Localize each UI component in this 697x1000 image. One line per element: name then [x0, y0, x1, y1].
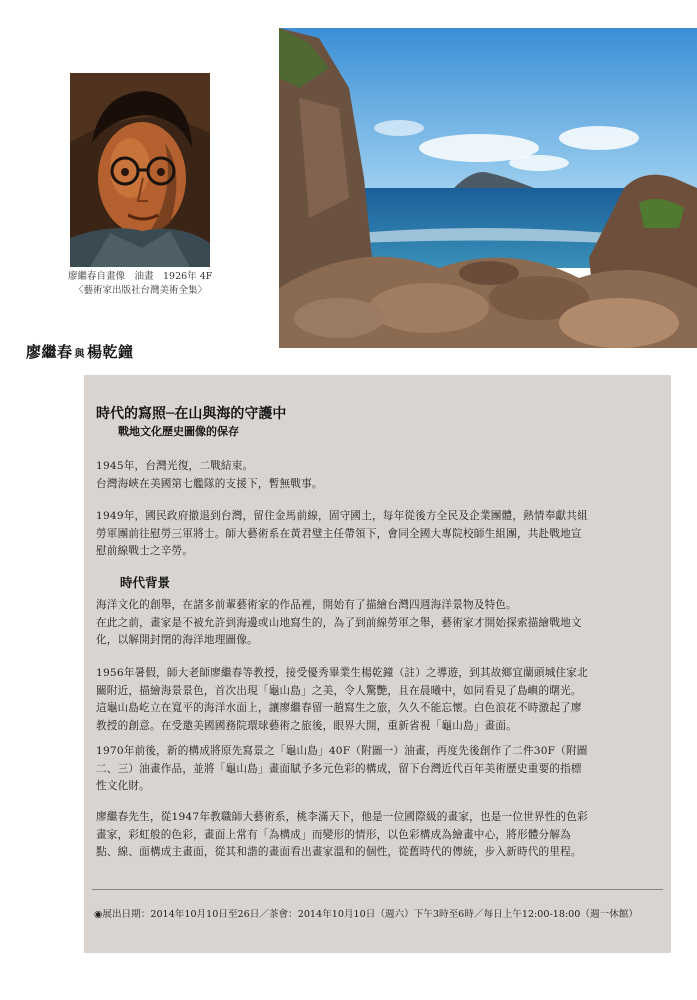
text-line: 在此之前，畫家是不被允許到海邊或山地寫生的，為了到前線勞軍之舉，藝術家才開始探索描繪戰地文 — [96, 616, 582, 629]
intro-paragraph-1945 — [96, 458, 659, 493]
artist-names-heading — [26, 341, 134, 362]
conjunction: 與 — [74, 349, 86, 360]
text-line: 慰前線戰士之辛勞。 — [96, 545, 194, 557]
text-line: 台灣海峽在美國第七艦隊的支援下，暫無戰事。 — [96, 477, 323, 490]
body-paragraph-liao — [96, 809, 659, 862]
footer-divider — [92, 889, 663, 890]
text-line: 教授的創意。在受邀美國國務院環球藝術之旅後，眼界大開，重新省視「龜山島」畫面。 — [96, 719, 517, 732]
body-paragraph-1956 — [96, 665, 659, 735]
exhibition-info: ◉展出日期：2014年10月10日至26日／茶會：2014年10月10日（週六）下午3時至6時／每日上午12:00-18:00（週一休館） — [94, 909, 638, 920]
article-title: 時代的寫照─在山與海的守護中 — [96, 406, 287, 422]
body-paragraph-ocean — [96, 597, 659, 650]
seascape-photo — [279, 28, 697, 348]
artist-name-2: 楊乾鐘 — [87, 343, 134, 361]
text-line: 1949年，國民政府撤退到台灣，留住金馬前線，固守國土，每年從後方全民及企業團體，熱情奉獻共組 — [96, 510, 588, 522]
article-panel — [84, 375, 671, 953]
text-line: 1956年暑假，師大老師廖繼春等教授，接受優秀畢業生楊乾鐘（註）之導遊，到其故鄉宜蘭頭城住家北 — [96, 667, 588, 679]
body-paragraph-1970 — [96, 743, 659, 796]
text-line: 點、線、面構成主畫面，從其和諧的畫面看出畫家溫和的個性，從舊時代的傳統，步入新時代的里程。 — [96, 846, 582, 858]
text-line: 這龜山島屹立在寬平的海洋水面上，讓廖繼春留一趟寫生之旅，久久不能忘懷。白色浪花不時激起了廖 — [96, 702, 582, 714]
portrait-caption — [68, 270, 238, 298]
text-line: 勞軍團前往慰勞三軍將士。師大藝術系在黃君璧主任帶領下，會同全國大專院校師生組團，共赴戰地宣 — [96, 527, 582, 540]
intro-paragraph-1949 — [96, 508, 659, 561]
seascape-image — [279, 28, 697, 348]
portrait-caption-title: 廖繼春自畫像 油畫 1926年 4F — [68, 271, 213, 282]
text-line: 二、三）油畫作品，並將「龜山島」畫面賦予多元色彩的構成，留下台灣近代百年美術歷史重要的指標 — [96, 762, 582, 775]
section-heading-background: 時代背景 — [120, 575, 171, 590]
text-line: 1945年，台灣光復，二戰結束。 — [96, 460, 254, 472]
artist-name-1: 廖繼春 — [26, 343, 73, 361]
text-line: 廖繼春先生，從1947年教職師大藝術系，桃李滿天下，他是一位國際級的畫家，也是一位世界性的色彩 — [96, 811, 588, 823]
text-line: 性文化財。 — [96, 780, 150, 792]
text-line: 海洋文化的創舉，在諸多前輩藝術家的作品裡，開始有了描繪台灣四週海洋景物及特色。 — [96, 599, 517, 611]
portrait-caption-source: 〈藝術家出版社台灣美術全集〉 — [74, 285, 208, 296]
text-line: 畫家，彩虹般的色彩，畫面上常有「為構成」而變形的情形，以色彩構成為繪畫中心，將形體分解為 — [96, 828, 571, 841]
text-line: 化，以解開封閉的海洋地理圖像。 — [96, 634, 258, 646]
self-portrait-painting — [70, 73, 210, 267]
text-line: 關附近，描繪海景景色，首次出現「龜山島」之美，令人驚艷，且在晨曦中，如同看見了島嶼的曙光。 — [96, 684, 582, 697]
article-subtitle: 戰地文化歷史圖像的保存 — [118, 425, 239, 438]
text-line: 1970年前後，新的構成將原先寫景之「龜山島」40F（附圖一）油畫，再度先後創作了二件30F（附圖 — [96, 745, 588, 757]
portrait-image — [70, 73, 210, 267]
